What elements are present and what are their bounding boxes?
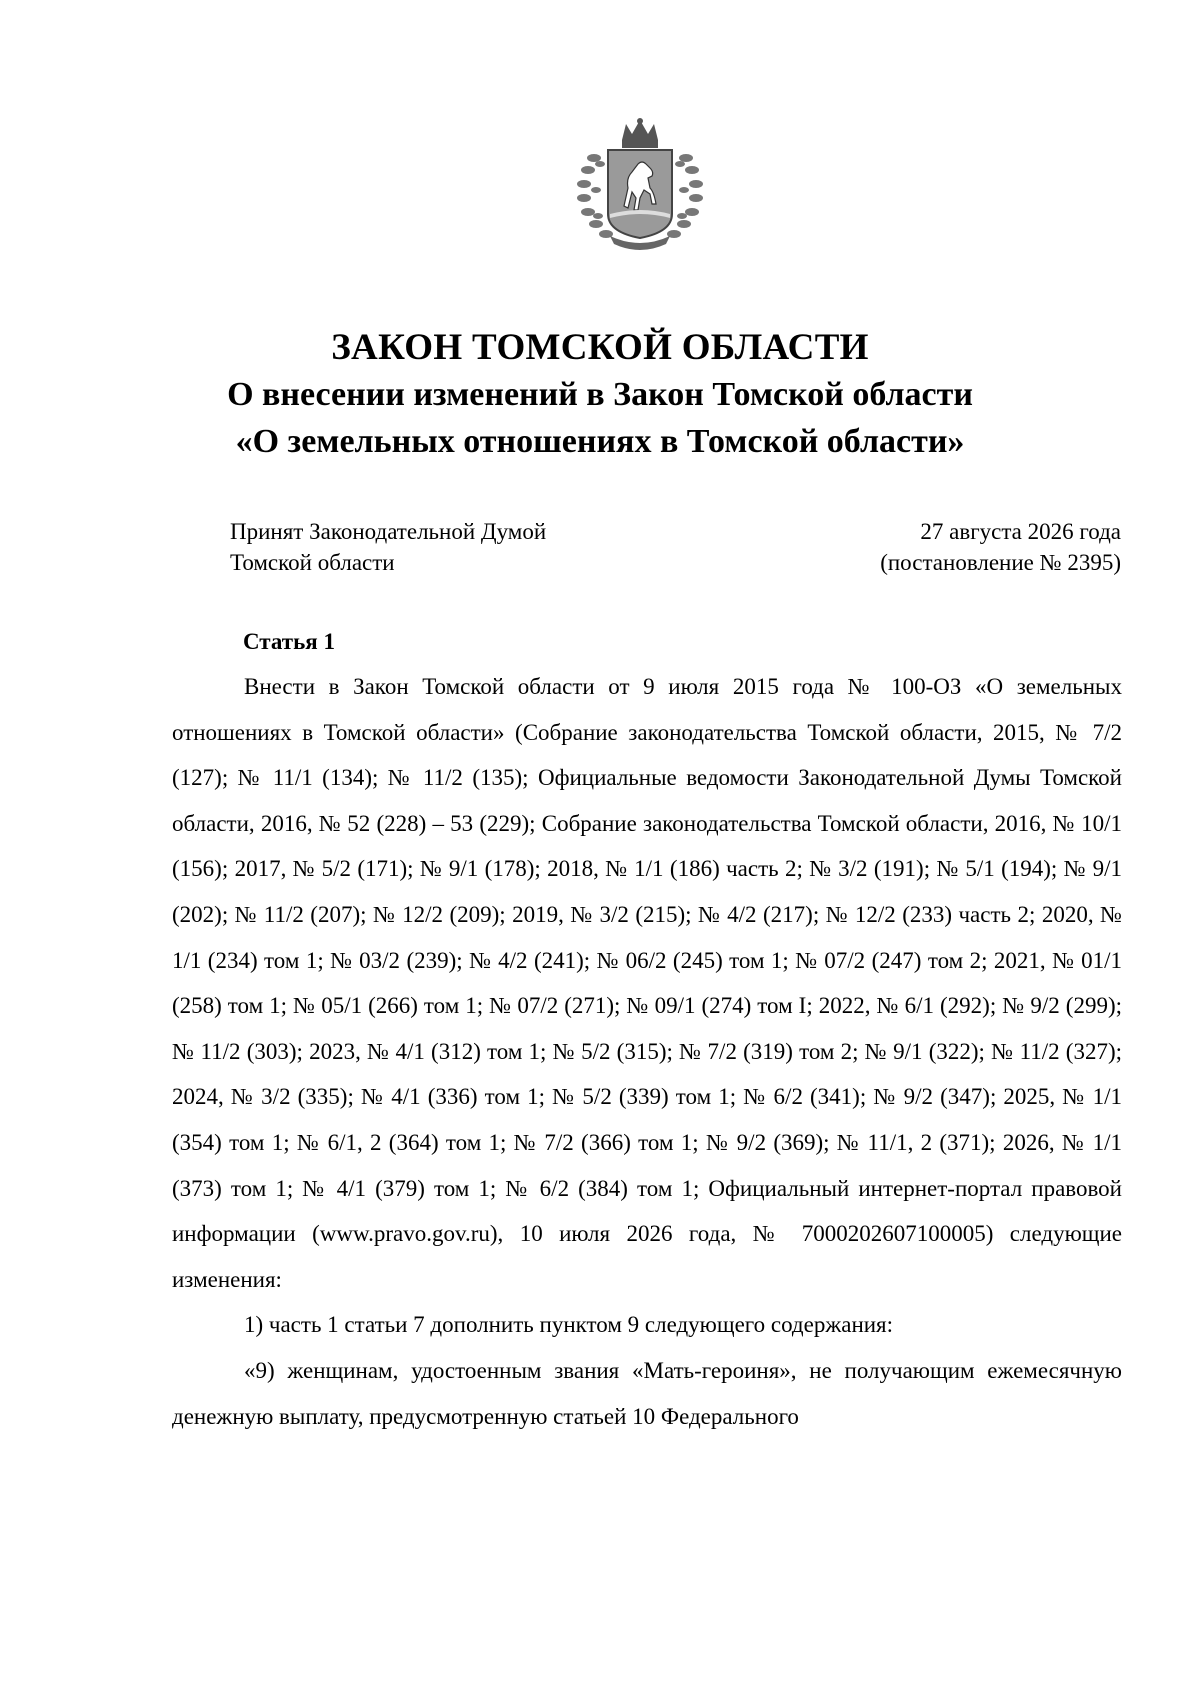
law-subtitle-line-2: «О земельных отношениях в Томской области» <box>235 423 965 460</box>
article-heading: Статья 1 <box>243 629 335 654</box>
adoption-body-line-2: Томской области <box>230 550 395 575</box>
coat-of-arms-icon <box>570 118 710 256</box>
article-paragraph-2: 1) часть 1 статьи 7 дополнить пунктом 9 следующего содержания: <box>244 1312 894 1338</box>
law-title: ЗАКОН ТОМСКОЙ ОБЛАСТИ <box>331 327 869 368</box>
law-subtitle-line-1: О внесении изменений в Закон Томской области <box>227 376 973 413</box>
adoption-date-line: 27 августа 2026 года <box>920 519 1121 544</box>
adoption-body-line-1: Принят Законодательной Думой <box>230 519 547 544</box>
resolution-number-line: (постановление № 2395) <box>880 550 1121 575</box>
adoption-body <box>230 516 546 578</box>
article-body <box>172 664 1122 1439</box>
article-paragraph-1: Внести в Закон Томской области от 9 июля 2015 года № 100-ОЗ «О земельных отношениях в Томской области» (Собрание законодательства Томской области, 2015, № 7/2 (127); № 11/1 (134); № 11/2 (135); Официальные ведомости Законодательной Думы Томской области, 2016, № 52 (228) – 53 (229); Собрание законодательства Томской области, 2016, № 10/1 (156); 2017, № 5/2 (171); № 9/1 (178); 2018, № 1/1 (186) часть 2; № 3/2 (191); № 5/1 (194); № 9/1 (202); № 11/2 (207); № 12/2 (209); 2019, № 3/2 (215); № 4/2 (217); № 12/2 (233) часть 2; 2020, № 1/1 (234) том 1; № 03/2 (239); № 4/2 (241); № 06/2 (245) том 1; № 07/2 (247) том 2; 2021, № 01/1 (258) том 1; № 05/1 (266) том 1; № 07/2 (271); № 09/1 (274) том I; 2022, № 6/1 (292); № 9/2 (299); № 11/2 (303); 2023, № 4/1 (312) том 1; № 5/2 (315); № 7/2 (319) том 2; № 9/1 (322); № 11/2 (327); 2024, № 3/2 (335); № 4/1 (336) том 1; № 5/2 (339) том 1; № 6/2 (341); № 9/2 (347); 2025, № 1/1 (354) том 1; № 6/1, 2 (364) том 1; № 7/2 (366) том 1; № 9/2 (369); № 11/1, 2 (371); 2026, № 1/1 (373) том 1; № 4/1 (379) том 1; № 6/2 (384) том 1; Официальный интернет-портал правовой информации (www.pravo.gov.ru), 10 июля 2026 года, № 7000202607100005) следующие изменения: <box>172 674 1122 1292</box>
article-paragraph-3: «9) женщинам, удостоенным звания «Мать-героиня», не получающим ежемесячную денежную выплату, предусмотренную статьей 10 Федерального <box>172 1357 1122 1429</box>
adoption-date <box>880 516 1121 578</box>
